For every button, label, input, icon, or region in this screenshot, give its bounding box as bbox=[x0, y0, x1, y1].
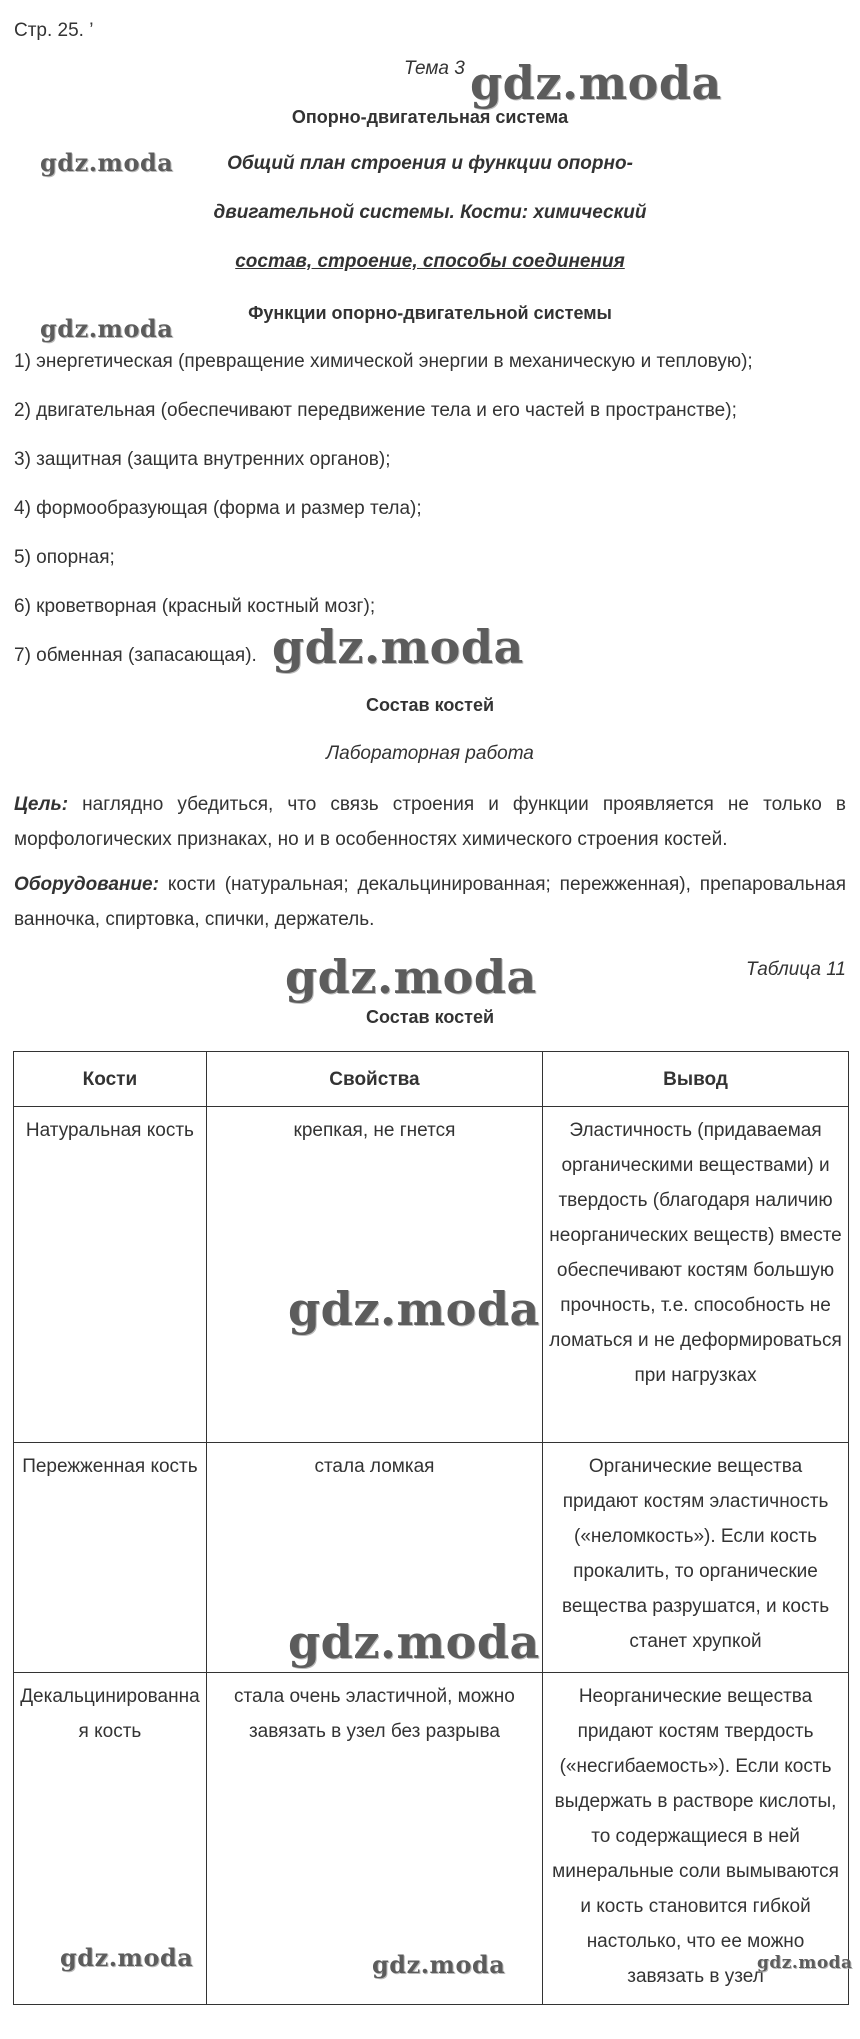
cell-bone: Натуральная кость bbox=[14, 1107, 207, 1443]
watermark-logo: gdz.moda bbox=[40, 314, 174, 343]
cell-conclusion: Органические вещества придают костям эластичность («неломкость»). Если кость прокалить, то органические вещества разрушатся, и кость станет хрупкой bbox=[543, 1443, 849, 1673]
watermark-logo: gdz.moda bbox=[288, 1615, 540, 1669]
cell-property: крепкая, не гнется bbox=[206, 1107, 542, 1443]
function-item: 5) опорная; bbox=[14, 547, 115, 568]
cell-conclusion: Неорганические вещества придают костям твердость («несгибаемость»). Если кость выдержать в растворе кислоты, то содержащиеся в ней минеральные соли вымываются и кость становится гибкой настолько, что ее можно завязать в узел bbox=[543, 1673, 849, 2005]
header-bones: Кости bbox=[14, 1052, 207, 1107]
table-row bbox=[14, 1107, 849, 1443]
goal-paragraph bbox=[14, 787, 846, 857]
goal-label: Цель: bbox=[14, 794, 69, 815]
header-conclusion: Вывод bbox=[543, 1052, 849, 1107]
table-title: Состав костей bbox=[365, 1007, 495, 1027]
equipment-paragraph bbox=[14, 867, 846, 937]
function-item: 7) обменная (запасающая). bbox=[14, 645, 257, 666]
functions-heading: Функции опорно-двигательной системы bbox=[248, 303, 612, 323]
section-title: Опорно-двигательная система bbox=[291, 107, 569, 127]
function-item: 2) двигательная (обеспечивают передвижение тела и его частей в пространстве); bbox=[14, 400, 737, 421]
cell-property: стала очень эластичной, можно завязать в узел без разрыва bbox=[206, 1673, 542, 2005]
bone-composition-table bbox=[13, 1051, 849, 2005]
subtitle-line-2: двигательной системы. Кости: химический bbox=[213, 202, 647, 223]
watermark-logo: gdz.moda bbox=[40, 148, 174, 177]
cell-conclusion: Эластичность (придаваемая органическими веществами) и твердость (благодаря наличию неорганических веществ) вместе обеспечивают костям большую прочность, т.е. способность не ломаться и не деформироваться при нагрузках bbox=[543, 1107, 849, 1443]
cell-property: стала ломкая bbox=[206, 1443, 542, 1673]
table-header-row bbox=[14, 1052, 849, 1107]
goal-text: наглядно убедиться, что связь строения и функции проявляется не только в морфологических признаках, но и в особенностях химического строения костей. bbox=[14, 794, 846, 850]
subtitle-line-1: Общий план строения и функции опорно- bbox=[227, 153, 633, 174]
topic-label: Тема 3 bbox=[404, 58, 465, 79]
function-item: 4) формообразующая (форма и размер тела); bbox=[14, 498, 422, 519]
watermark-logo: gdz.moda bbox=[288, 1282, 540, 1336]
cell-bone: Пережженная кость bbox=[14, 1443, 207, 1673]
cell-bone: Декальцинированная кость bbox=[14, 1673, 207, 2005]
subtitle-underlined: состав, строение, способы соединения bbox=[235, 251, 625, 272]
page-label: Стр. 25. ’ bbox=[14, 20, 94, 41]
watermark-logo: gdz.moda bbox=[757, 1953, 853, 1973]
function-item: 1) энергетическая (превращение химической энергии в механическую и тепловую); bbox=[14, 351, 753, 372]
equipment-label: Оборудование: bbox=[14, 874, 159, 895]
watermark-logo: gdz.moda bbox=[60, 1943, 194, 1972]
watermark-logo: gdz.moda bbox=[272, 620, 524, 674]
function-item: 6) кроветворная (красный костный мозг); bbox=[14, 596, 376, 617]
watermark-logo: gdz.moda bbox=[285, 950, 537, 1004]
composition-heading: Состав костей bbox=[365, 695, 495, 715]
watermark-logo: gdz.moda bbox=[470, 56, 722, 110]
watermark-logo: gdz.moda bbox=[372, 1950, 506, 1979]
function-item: 3) защитная (защита внутренних органов); bbox=[14, 449, 391, 470]
lab-label: Лабораторная работа bbox=[326, 743, 534, 764]
equipment-text: кости (натуральная; декальцинированная; пережженная), препаровальная ванночка, спиртовка, спички, держатель. bbox=[14, 874, 846, 930]
header-properties: Свойства bbox=[206, 1052, 542, 1107]
table-label: Таблица 11 bbox=[746, 959, 846, 980]
